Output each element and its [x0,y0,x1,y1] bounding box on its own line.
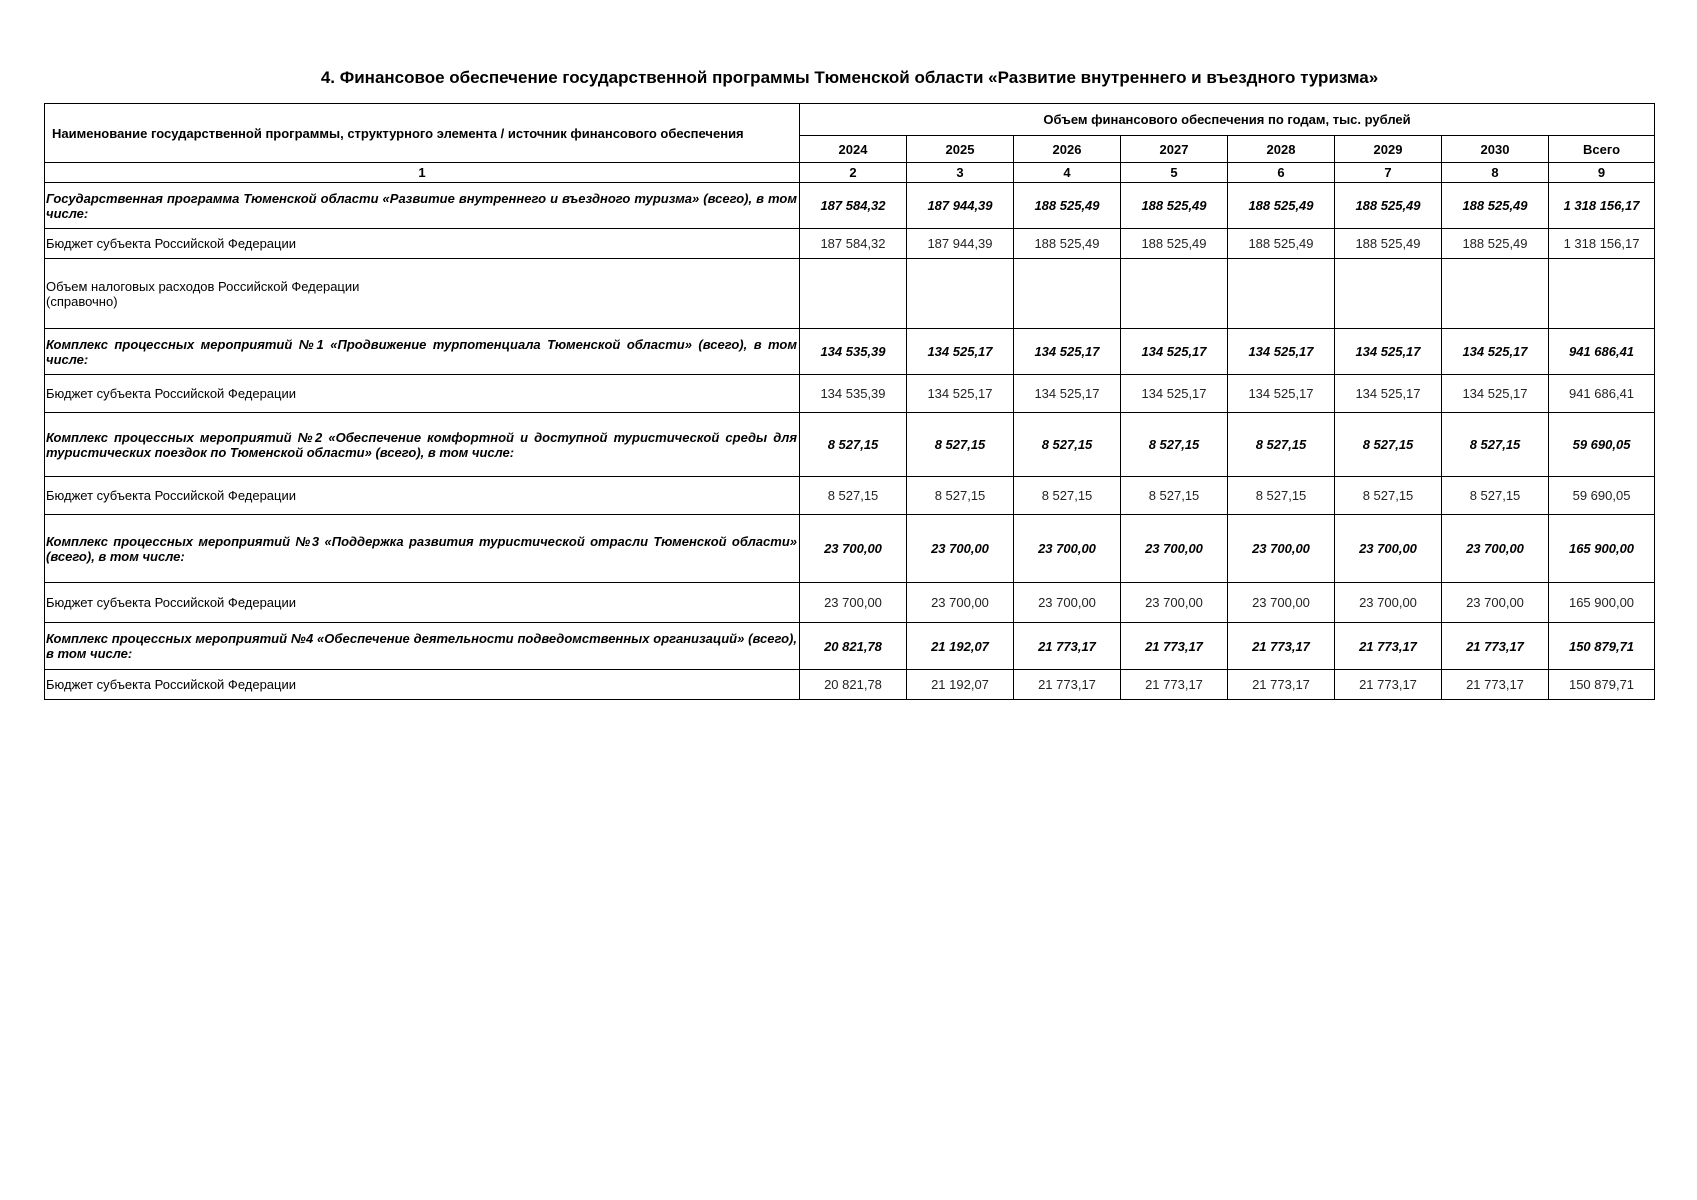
value-cell: 23 700,00 [907,583,1014,623]
value-cell: 23 700,00 [1442,583,1549,623]
table-row-total [45,413,1655,477]
value-cell: 8 527,15 [1442,477,1549,515]
row-name-cell [45,670,800,700]
table-row-source [45,583,1655,623]
table-row-total [45,623,1655,670]
row-name-cell [45,413,800,477]
column-number: 7 [1335,163,1442,183]
value-cell: 134 525,17 [1335,375,1442,413]
value-total-cell: 1 318 156,17 [1549,229,1655,259]
row-name: Бюджет субъекта Российской Федерации [46,488,297,503]
value-cell: 134 525,17 [907,375,1014,413]
row-name: Комплекс процессных мероприятий №2 «Обеспечение комфортной и доступной туристической среды для туристических поездок по Тюменской области» (всего), в том числе: [46,429,797,460]
value-cell [1014,259,1121,329]
value-cell: 188 525,49 [1121,229,1228,259]
value-cell: 134 525,17 [1014,329,1121,375]
value-cell: 187 944,39 [907,229,1014,259]
row-name: Бюджет субъекта Российской Федерации [46,595,297,610]
value-cell: 187 584,32 [800,229,907,259]
value-total-cell: 59 690,05 [1549,477,1655,515]
value-total-cell: 59 690,05 [1549,413,1655,477]
table-body [45,183,1655,700]
row-name-cell [45,229,800,259]
value-cell: 134 525,17 [1014,375,1121,413]
year-header: 2027 [1121,136,1228,163]
value-total-cell: 1 318 156,17 [1549,183,1655,229]
value-cell: 8 527,15 [1121,477,1228,515]
value-total-cell: 165 900,00 [1549,583,1655,623]
value-cell: 188 525,49 [1442,229,1549,259]
row-name-cell [45,375,800,413]
column-numbers-row [45,163,1655,183]
value-cell: 23 700,00 [1228,515,1335,583]
value-cell: 21 773,17 [1228,623,1335,670]
value-cell [1335,259,1442,329]
row-name-cell [45,623,800,670]
row-name: Объем налоговых расходов Российской Федерации [46,278,360,294]
value-cell: 8 527,15 [907,477,1014,515]
table-row-source [45,375,1655,413]
row-name-cell [45,583,800,623]
value-cell: 21 773,17 [1014,623,1121,670]
value-cell: 23 700,00 [1014,583,1121,623]
value-cell: 134 535,39 [800,329,907,375]
row-name-cell [45,329,800,375]
year-header: 2029 [1335,136,1442,163]
row-name-cell [45,477,800,515]
value-cell: 21 773,17 [1335,670,1442,700]
table-row-source [45,477,1655,515]
value-cell: 21 192,07 [907,623,1014,670]
page-title: 4. Финансовое обеспечение государственной программы Тюменской области «Развитие внутреннего и въездного туризма» [320,68,1379,87]
value-cell: 188 525,49 [1121,183,1228,229]
value-cell: 134 525,17 [1335,329,1442,375]
header-row-1 [45,104,1655,136]
value-cell: 23 700,00 [907,515,1014,583]
value-cell: 188 525,49 [1228,183,1335,229]
value-cell: 23 700,00 [1121,515,1228,583]
row-name-cell [45,183,800,229]
table-row-source [45,229,1655,259]
value-cell: 21 773,17 [1335,623,1442,670]
value-cell: 23 700,00 [1121,583,1228,623]
value-total-cell: 150 879,71 [1549,670,1655,700]
year-header: 2026 [1014,136,1121,163]
column-number: 2 [800,163,907,183]
value-total-cell: 165 900,00 [1549,515,1655,583]
header-volume-cell: Объем финансового обеспечения по годам, тыс. рублей [800,104,1655,136]
value-cell: 23 700,00 [1335,515,1442,583]
value-cell: 187 584,32 [800,183,907,229]
row-name-cell [45,515,800,583]
value-cell: 8 527,15 [1442,413,1549,477]
row-name: Комплекс процессных мероприятий №1 «Продвижение турпотенциала Тюменской области» (всего), в том числе: [46,336,797,367]
value-cell: 134 525,17 [1442,329,1549,375]
column-number: 3 [907,163,1014,183]
value-cell: 188 525,49 [1014,183,1121,229]
value-cell: 188 525,49 [1335,183,1442,229]
value-cell: 21 773,17 [1014,670,1121,700]
value-total-cell: 941 686,41 [1549,375,1655,413]
year-header: 2030 [1442,136,1549,163]
value-cell [800,259,907,329]
value-cell: 8 527,15 [1228,413,1335,477]
value-cell: 8 527,15 [800,477,907,515]
column-number: 4 [1014,163,1121,183]
value-total-cell: 150 879,71 [1549,623,1655,670]
table-row-total [45,329,1655,375]
value-cell: 23 700,00 [1442,515,1549,583]
year-header: 2025 [907,136,1014,163]
column-number: 8 [1442,163,1549,183]
value-cell: 21 773,17 [1228,670,1335,700]
value-cell: 188 525,49 [1335,229,1442,259]
value-cell [1228,259,1335,329]
value-cell: 134 525,17 [907,329,1014,375]
value-cell: 187 944,39 [907,183,1014,229]
value-cell: 21 773,17 [1442,670,1549,700]
row-name: Бюджет субъекта Российской Федерации [46,386,297,401]
row-name: Комплекс процессных мероприятий №3 «Поддержка развития туристической отрасли Тюменской области» (всего), в том числе: [46,533,797,564]
value-cell: 8 527,15 [1228,477,1335,515]
table-row-source [45,259,1655,329]
value-cell: 8 527,15 [800,413,907,477]
value-cell: 8 527,15 [1335,413,1442,477]
value-cell: 134 525,17 [1228,375,1335,413]
row-name: Бюджет субъекта Российской Федерации [46,677,297,692]
value-cell: 23 700,00 [1228,583,1335,623]
table-row-total [45,183,1655,229]
value-cell: 21 773,17 [1442,623,1549,670]
value-cell: 21 773,17 [1121,623,1228,670]
value-cell: 134 535,39 [800,375,907,413]
value-cell: 188 525,49 [1228,229,1335,259]
value-cell: 8 527,15 [1014,413,1121,477]
value-cell: 8 527,15 [1335,477,1442,515]
value-cell: 8 527,15 [1014,477,1121,515]
value-cell: 134 525,17 [1228,329,1335,375]
value-cell: 134 525,17 [1121,375,1228,413]
value-cell: 188 525,49 [1442,183,1549,229]
column-number: 1 [45,163,800,183]
value-cell: 20 821,78 [800,623,907,670]
value-cell: 8 527,15 [907,413,1014,477]
column-number: 6 [1228,163,1335,183]
table-row-total [45,515,1655,583]
total-header: Всего [1549,136,1655,163]
financing-table [44,103,1655,700]
table-row-source [45,670,1655,700]
value-cell [1442,259,1549,329]
value-cell: 23 700,00 [1335,583,1442,623]
row-name: Комплекс процессных мероприятий №4 «Обеспечение деятельности подведомственных организаций» (всего), в том числе: [46,631,797,661]
value-total-cell [1549,259,1655,329]
value-cell: 20 821,78 [800,670,907,700]
year-header: 2024 [800,136,907,163]
value-cell [907,259,1014,329]
value-cell: 188 525,49 [1014,229,1121,259]
value-cell: 21 773,17 [1121,670,1228,700]
value-cell: 21 192,07 [907,670,1014,700]
header-name-cell: Наименование государственной программы, структурного элемента / источник финансового обеспечения [45,104,800,163]
value-cell: 8 527,15 [1121,413,1228,477]
value-cell [1121,259,1228,329]
column-number: 5 [1121,163,1228,183]
column-number: 9 [1549,163,1655,183]
year-header: 2028 [1228,136,1335,163]
value-cell: 134 525,17 [1442,375,1549,413]
row-name-note: (справочно) [46,293,118,309]
value-cell: 134 525,17 [1121,329,1228,375]
value-cell: 23 700,00 [1014,515,1121,583]
row-name: Государственная программа Тюменской области «Развитие внутреннего и въездного туризма» (всего), в том числе: [46,190,797,221]
value-cell: 23 700,00 [800,583,907,623]
row-name-cell [45,259,800,329]
value-total-cell: 941 686,41 [1549,329,1655,375]
value-cell: 23 700,00 [800,515,907,583]
row-name: Бюджет субъекта Российской Федерации [46,236,297,251]
